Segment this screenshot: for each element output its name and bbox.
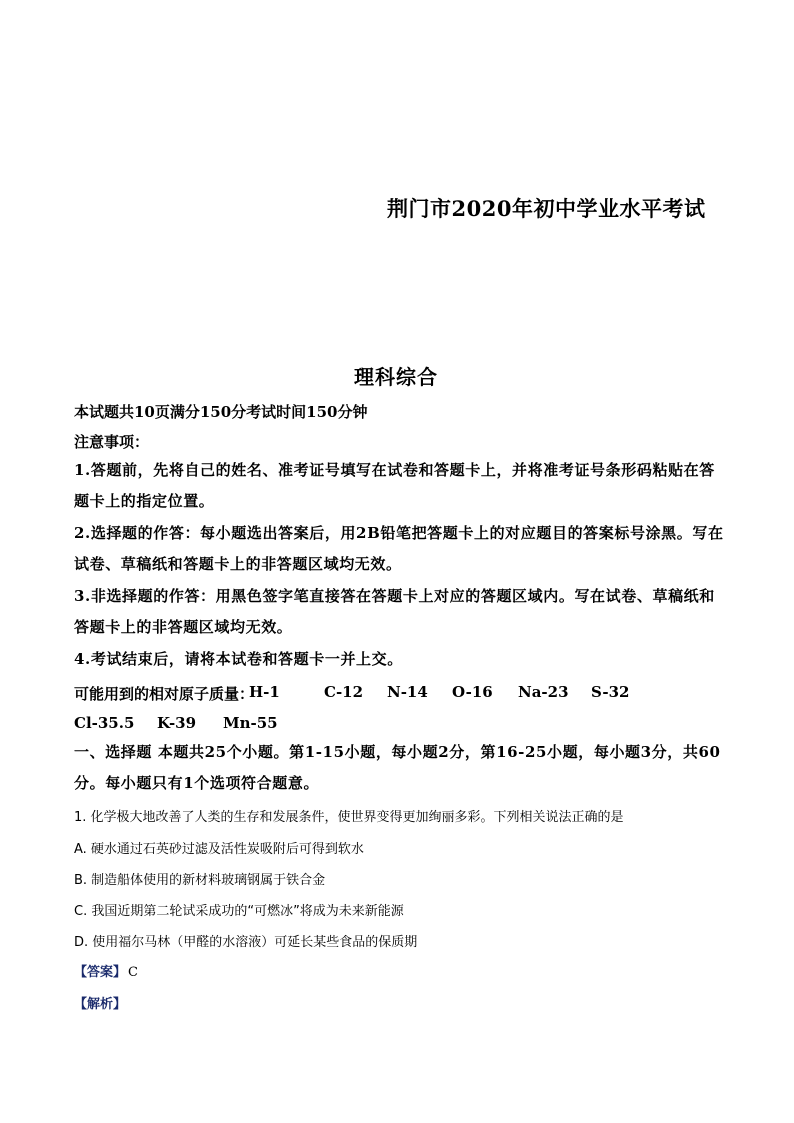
atomic-mass-item: C-12 bbox=[324, 683, 364, 701]
exam-title: 荆门市2020年初中学业水平考试 bbox=[387, 196, 706, 221]
exam-info-line: 本试题共10页满分150分考试时间150分钟 bbox=[74, 403, 368, 421]
analysis-tag: 【解析】 bbox=[74, 997, 127, 1012]
question-option-a: A. 硬水通过石英砂过滤及活性炭吸附后可得到软水 bbox=[74, 842, 364, 857]
atomic-mass-item: S-32 bbox=[591, 683, 630, 701]
notice-item-4: 4.考试结束后，请将本试卷和答题卡一并上交。 bbox=[74, 650, 403, 668]
question-stem: 1. 化学极大地改善了人类的生存和发展条件，使世界变得更加绚丽多彩。下列相关说法正确的是 bbox=[74, 810, 624, 825]
exam-subject: 理科综合 bbox=[354, 365, 438, 389]
atomic-mass-item: Cl-35.5 bbox=[74, 714, 135, 732]
notice-item-2: 2.选择题的作答：每小题选出答案后，用2B铅笔把答题卡上的对应题目的答案标号涂黑。写在试卷、草稿纸和答题卡上的非答题区域均无效。 bbox=[74, 524, 724, 573]
atomic-mass-item: H-1 bbox=[249, 683, 280, 701]
answer-tag: 【答案】 bbox=[74, 965, 127, 980]
atomic-mass-item: Mn-55 bbox=[223, 714, 278, 732]
notice-heading: 注意事项： bbox=[74, 433, 150, 451]
question-option-c: C. 我国近期第二轮试采成功的“可燃冰”将成为未来新能源 bbox=[74, 904, 404, 919]
answer-value: C bbox=[128, 965, 138, 980]
atomic-mass-item: N-14 bbox=[387, 683, 428, 701]
section-heading: 一、选择题 本题共25个小题。第1-15小题，每小题2分，第16-25小题，每小题3分，共60分。每小题只有1个选项符合题意。 bbox=[74, 743, 721, 792]
question-option-b: B. 制造船体使用的新材料玻璃钢属于铁合金 bbox=[74, 873, 326, 888]
atomic-masses-label: 可能用到的相对原子质量： bbox=[74, 685, 255, 703]
question-option-d: D. 使用福尔马林（甲醛的水溶液）可延长某些食品的保质期 bbox=[74, 935, 418, 950]
atomic-mass-item: K-39 bbox=[157, 714, 197, 732]
answer-line bbox=[74, 961, 138, 980]
notice-item-3: 3.非选择题的作答：用黑色签字笔直接答在答题卡上对应的答题区域内。写在试卷、草稿纸和答题卡上的非答题区域均无效。 bbox=[74, 587, 715, 636]
atomic-mass-item: Na-23 bbox=[518, 683, 569, 701]
notice-item-1: 1.答题前，先将自己的姓名、准考证号填写在试卷和答题卡上，并将准考证号条形码粘贴在答题卡上的指定位置。 bbox=[74, 461, 715, 510]
atomic-mass-item: O-16 bbox=[452, 683, 493, 701]
